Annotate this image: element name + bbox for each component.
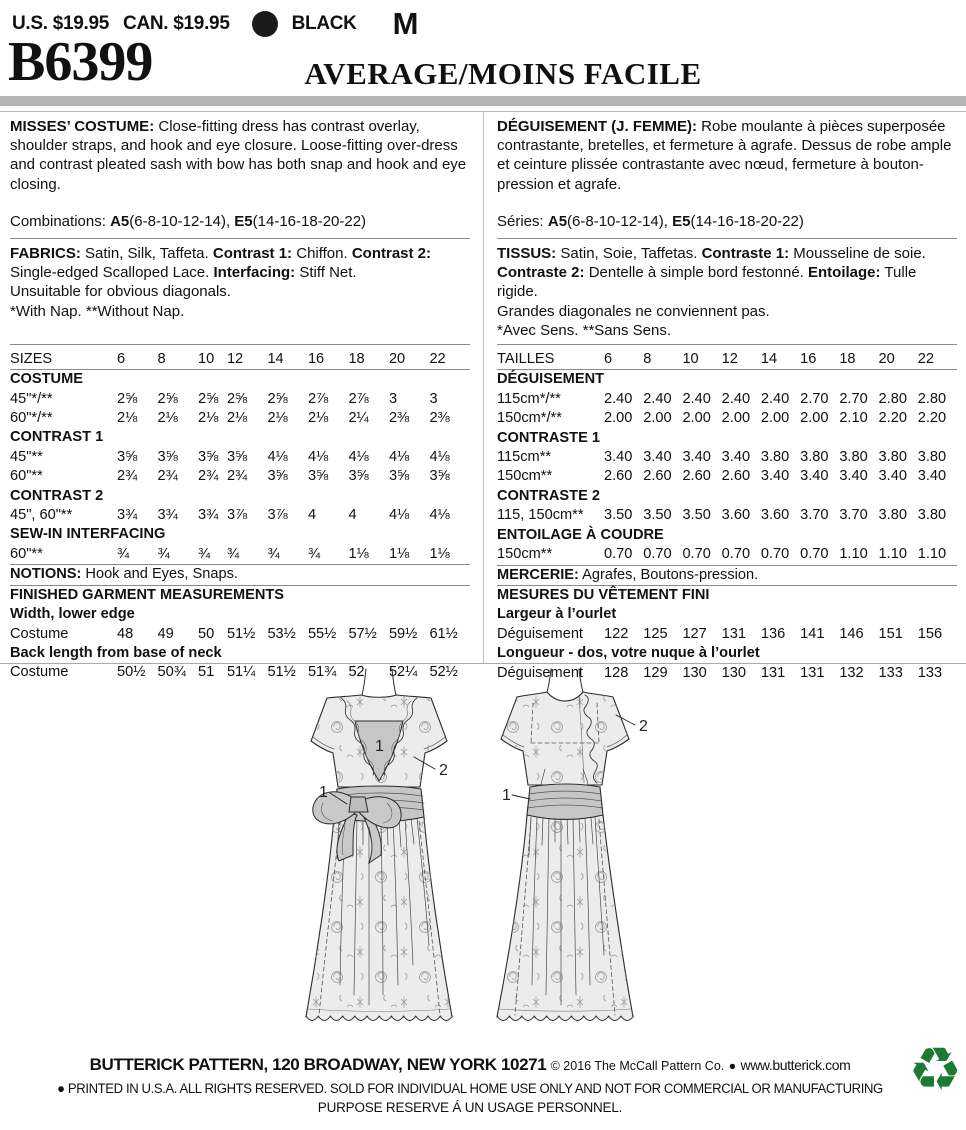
table-row: 60"*/** 2⅛ 2⅛ 2⅛ 2⅛ 2⅛ 2⅛ 2¼ 2⅜ 2⅜ — [10, 410, 450, 427]
table-row: 60"** 2¾ 2¾ 2¾ 2¾ 3⅝ 3⅝ 3⅝ 3⅝ 3⅝ — [10, 468, 450, 485]
description-fr: DÉGUISEMENT (J. FEMME): Robe moulante à pièces superposée contrastante, bretelles, et fermeture à agrafe. Dessus de robe ample et ceinture plissée contrastante avec nœud, fermeture à bouton-pression et agrafe. — [497, 118, 952, 193]
divider — [10, 238, 470, 239]
table-row: Déguisement 122 125 127 131 136 141 146 151 156 — [497, 625, 943, 642]
footer — [0, 1055, 940, 1115]
difficulty-level: AVERAGE/MOINS FACILE — [304, 56, 702, 91]
column-divider — [483, 112, 484, 663]
french-column — [497, 117, 957, 683]
table-row: MESURES DU VÊTEMENT FINI — [497, 585, 957, 605]
footer-address-line — [0, 1055, 940, 1075]
table-row: Width, lower edge — [10, 606, 135, 623]
table-row: 115cm** 3.40 3.40 3.40 3.40 3.80 3.80 3.80 3.80 3.80 — [497, 449, 947, 466]
table-row: Largeur à l’ourlet — [497, 606, 617, 623]
table-row: SEW-IN INTERFACING — [10, 526, 166, 543]
back-scalloped-hem — [497, 1016, 633, 1021]
divider — [497, 238, 957, 239]
divider — [497, 344, 957, 345]
size-letter: M — [392, 6, 419, 41]
front-lace-number: 2 — [439, 762, 448, 779]
back-lace-number: 2 — [639, 718, 648, 735]
table-row: 45", 60"** 3¾ 3¾ 3¾ 3⅞ 3⅞ 4 4 4⅛ 4⅛ — [10, 507, 450, 524]
footer-legal-line: ● PRINTED IN U.S.A. ALL RIGHTS RESERVED. SOLD FOR INDIVIDUAL HOME USE ONLY AND NOT FOR COMMERCIAL OR MANUFACTURING — [57, 1081, 883, 1096]
table-row: 150cm*/** 2.00 2.00 2.00 2.00 2.00 2.00 2.10 2.20 2.20 — [497, 410, 947, 427]
table-row: FINISHED GARMENT MEASUREMENTS — [10, 585, 470, 605]
table-row: Déguisement 128 129 130 130 131 131 132 133 133 — [497, 664, 943, 681]
back-pleated-sash — [527, 784, 603, 820]
yardage-table-fr — [497, 350, 957, 683]
fabrics-note1-en: Unsuitable for obvious diagonals. — [10, 283, 231, 301]
table-row: CONTRAST 2 — [10, 487, 104, 504]
footer-website: www.butterick.com — [740, 1057, 851, 1073]
swatch-label: BLACK — [291, 13, 357, 34]
yardage-table-en — [10, 350, 470, 683]
fabrics-note2-en: *With Nap. **Without Nap. — [10, 302, 185, 320]
combinations-en: Combinations: A5(6-8-10-12-14), E5(14-16-18-20-22) — [10, 212, 367, 230]
table-row: 45"*/** 2⅝ 2⅝ 2⅝ 2⅝ 2⅝ 2⅞ 2⅞ 3 3 — [10, 390, 438, 407]
combinations-fr: Séries: A5(6-8-10-12-14), E5(14-16-18-20-22) — [497, 212, 804, 230]
english-column — [10, 117, 470, 683]
footer-bullet: ● — [728, 1059, 737, 1073]
front-bow-number: 1 — [319, 784, 328, 801]
table-row: ENTOILAGE À COUDRE — [497, 526, 664, 543]
table-row: DÉGUISEMENT — [497, 371, 605, 388]
front-yoke-number: 1 — [375, 738, 384, 755]
divider — [10, 344, 470, 345]
table-row: 115, 150cm** 3.50 3.50 3.50 3.60 3.60 3.70 3.70 3.80 3.80 — [497, 507, 947, 524]
table-row: 150cm** 2.60 2.60 2.60 2.60 3.40 3.40 3.40 3.40 3.40 — [497, 468, 947, 485]
table-header-row: TAILLES 6 8 10 12 14 16 18 20 22 — [497, 350, 957, 370]
table-header-row: SIZES 6 8 10 12 14 16 18 20 22 — [10, 350, 470, 370]
table-row: CONTRASTE 1 — [497, 429, 600, 446]
table-row: 45"** 3⅝ 3⅝ 3⅝ 3⅝ 4⅛ 4⅛ 4⅛ 4⅛ 4⅛ — [10, 448, 450, 465]
footer-legal-line-fr: PURPOSE RESERVE Á UN USAGE PERSONNEL. — [317, 1100, 623, 1115]
front-view — [306, 669, 452, 1021]
garment-line-art — [283, 665, 683, 1043]
fabrics-en: FABRICS: Satin, Silk, Taffeta. Contrast 1: Chiffon. Contrast 2: Single-edged Scalloped Lace. Interfacing: Stiff Net. — [10, 245, 432, 282]
fabrics-fr: TISSUS: Satin, Soie, Taffetas. Contraste 1: Mousseline de soie. Contraste 2: Dentelle à simple bord festonné. Entoilage: Tulle rigide. — [497, 245, 926, 301]
table-row: COSTUME — [10, 371, 83, 388]
table-row: 115cm*/** 2.40 2.40 2.40 2.40 2.40 2.70 2.70 2.80 2.80 — [497, 390, 947, 407]
us-price: U.S. $19.95 — [12, 13, 110, 34]
back-view — [497, 669, 648, 1021]
divider — [0, 663, 966, 664]
header-divider-bar — [0, 96, 966, 106]
table-row: NOTIONS: Hook and Eyes, Snaps. — [10, 565, 470, 585]
back-sash-number: 1 — [502, 787, 511, 804]
table-row: Costume 50½ 50¾ 51 51¼ 51½ 51¾ 52 52¼ 52½ — [10, 664, 458, 681]
fabrics-note2-fr: *Avec Sens. **Sans Sens. — [497, 321, 671, 339]
description-en: MISSES’ COSTUME: Close-fitting dress has contrast overlay, shoulder straps, and hook and eye closure. Loose-fitting over-dress and contrast pleated sash with bow has both snap and hook and eye closing. — [10, 118, 467, 193]
footer-address: BUTTERICK PATTERN, 120 BROADWAY, NEW YORK 10271 — [89, 1055, 547, 1074]
table-row: CONTRASTE 2 — [497, 487, 600, 504]
pattern-number: B6399 — [8, 31, 153, 93]
fabrics-note1-fr: Grandes diagonales ne conviennent pas. — [497, 302, 770, 320]
table-row: 150cm** 0.70 0.70 0.70 0.70 0.70 0.70 1.10 1.10 1.10 — [497, 546, 947, 563]
footer-copyright: © 2016 The McCall Pattern Co. — [550, 1059, 725, 1073]
table-row: Back length from base of neck — [10, 644, 222, 661]
table-row: 60"** ¾ ¾ ¾ ¾ ¾ ¾ 1⅛ 1⅛ 1⅛ — [10, 545, 450, 562]
table-row: Costume 48 49 50 51½ 53½ 55½ 57½ 59½ 61½ — [10, 625, 458, 642]
color-swatch-dot-icon — [252, 11, 278, 37]
table-row: CONTRAST 1 — [10, 429, 104, 446]
can-price: CAN. $19.95 — [123, 13, 230, 34]
table-row: Longueur - dos, votre nuque à l’ourlet — [497, 645, 760, 662]
recycle-icon: ♻ — [908, 1036, 962, 1103]
table-row: MERCERIE: Agrafes, Boutons-pression. — [497, 565, 957, 585]
front-scalloped-hem — [306, 1016, 452, 1021]
